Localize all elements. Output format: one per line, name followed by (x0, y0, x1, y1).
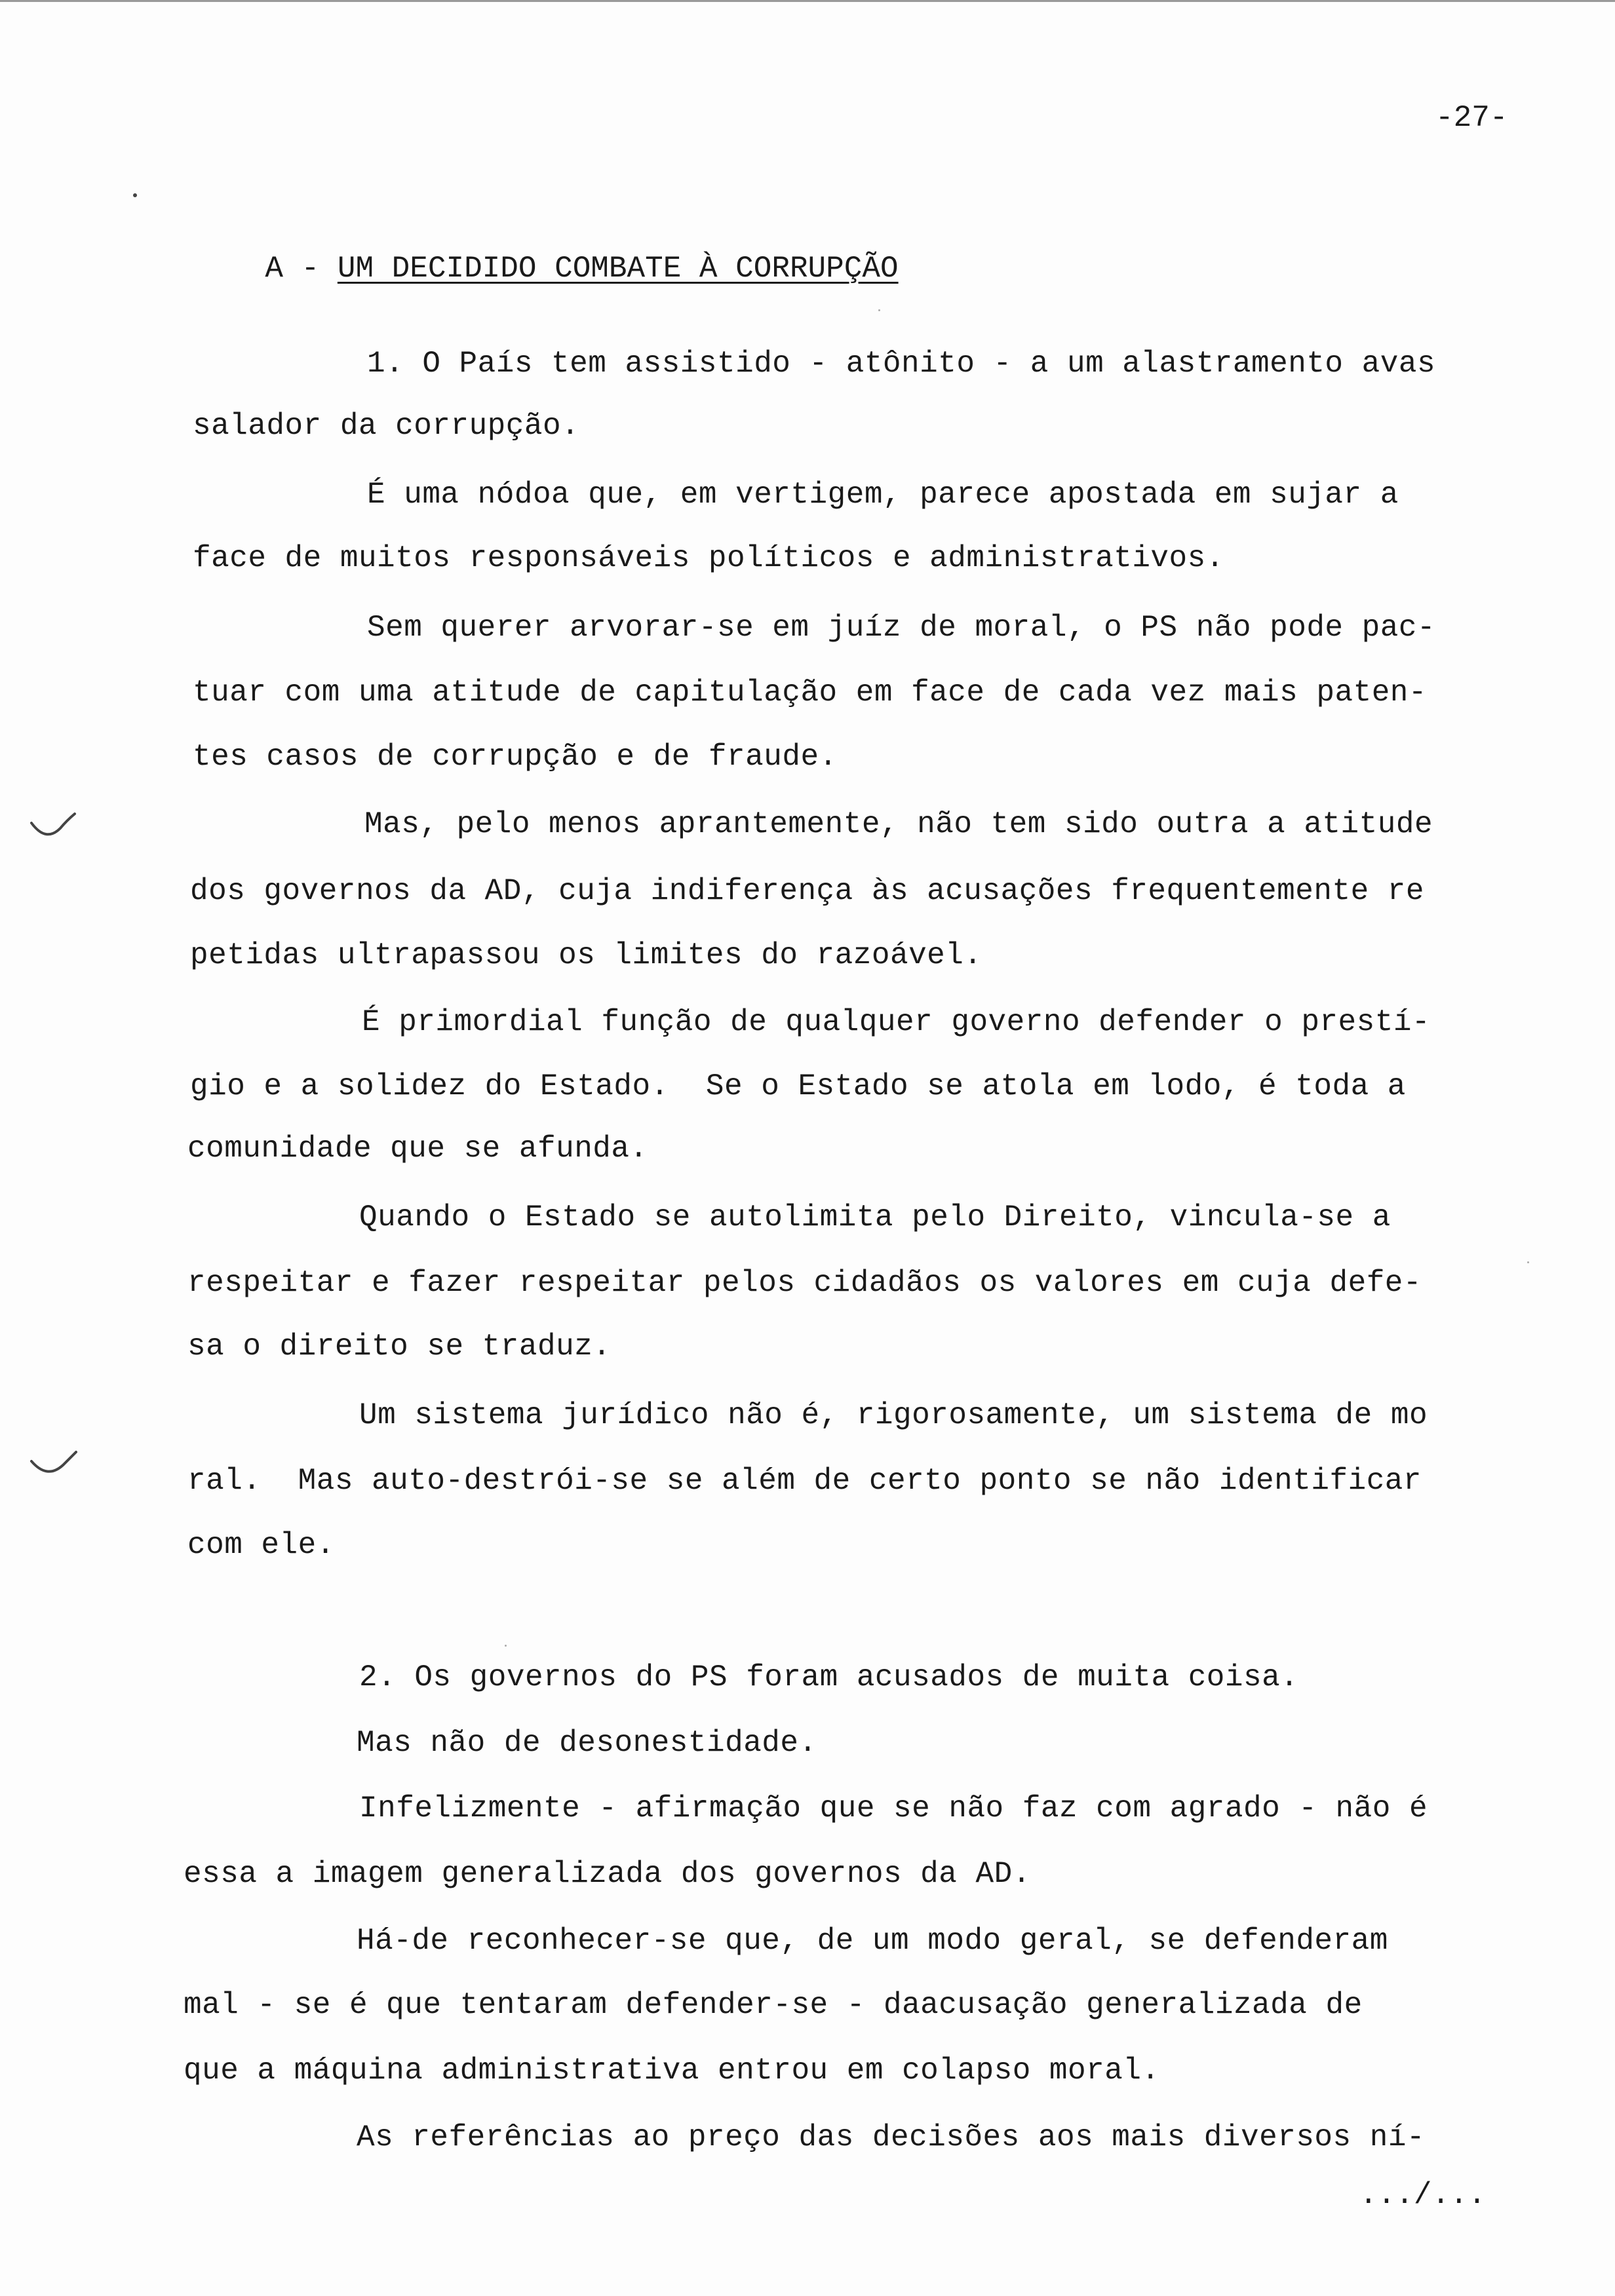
paragraph-line: tuar com uma atitude de capitulação em face de cada vez mais paten- (193, 676, 1428, 710)
scan-speck (1527, 1261, 1529, 1263)
paragraph-line: Um sistema jurídico não é, rigorosamente, um sistema de mo (359, 1398, 1428, 1432)
paragraph-line: 1. O País tem assistido - atônito - a um alastramento avas (367, 347, 1436, 381)
paragraph-line: respeitar e fazer respeitar pelos cidadãos os valores em cuja defe- (187, 1266, 1422, 1300)
heading-prefix: A - (265, 252, 338, 286)
paragraph-line: petidas ultrapassou os limites do razoável. (190, 938, 983, 972)
paragraph-line: dos governos da AD, cuja indiferença às acusações frequentemente re (190, 874, 1425, 908)
paragraph-line: gio e a solidez do Estado. Se o Estado se atola em lodo, é toda a (190, 1069, 1406, 1103)
paragraph-line: Infelizmente - afirmação que se não faz com agrado - não é (359, 1791, 1428, 1826)
margin-check-mark-icon (26, 1447, 85, 1486)
paragraph-line: tes casos de corrupção e de fraude. (193, 740, 838, 774)
paragraph-line: sa o direito se traduz. (187, 1330, 612, 1364)
margin-check-mark-icon (26, 811, 85, 851)
paragraph-line: É primordial função de qualquer governo defender o prestí- (362, 1005, 1431, 1039)
paragraph-line: essa a imagem generalizada dos governos da AD. (184, 1857, 1031, 1891)
paragraph-line: com ele. (187, 1528, 335, 1562)
continuation-mark: .../... (1359, 2178, 1487, 2212)
scan-speck (878, 309, 880, 311)
paragraph-line: ral. Mas auto-destrói-se se além de certo ponto se não identificar (187, 1464, 1422, 1498)
heading-title: UM DECIDIDO COMBATE À CORRUPÇÃO (337, 252, 899, 286)
paragraph-line: As referências ao preço das decisões aos mais diversos ní- (357, 2120, 1426, 2154)
section-heading (193, 210, 899, 328)
paragraph-line: Há-de reconhecer-se que, de um modo geral, se defenderam (357, 1924, 1388, 1958)
paragraph-line: Mas, pelo menos aprantemente, não tem sido outra a atitude (364, 807, 1433, 841)
page-number: -27- (1435, 101, 1508, 135)
paragraph-line: É uma nódoa que, em vertigem, parece apostada em sujar a (367, 478, 1399, 512)
paragraph-line: Mas não de desonestidade. (357, 1726, 817, 1760)
paragraph-line: 2. Os governos do PS foram acusados de muita coisa. (359, 1660, 1299, 1694)
paragraph-line: Quando o Estado se autolimita pelo Direito, vincula-se a (359, 1200, 1391, 1234)
top-edge-rule (0, 0, 1615, 2)
paragraph-line: que a máquina administrativa entrou em colapso moral. (184, 2054, 1160, 2088)
paragraph-line: salador da corrupção. (193, 409, 580, 443)
paragraph-line: Sem querer arvorar-se em juíz de moral, o PS não pode pac- (367, 611, 1436, 645)
scan-speck (505, 1645, 507, 1647)
paragraph-line: mal - se é que tentaram defender-se - daacusação generalizada de (184, 1988, 1363, 2022)
paragraph-line: face de muitos responsáveis políticos e administrativos. (193, 541, 1224, 575)
margin-dot (133, 193, 137, 197)
paragraph-line: comunidade que se afunda. (187, 1132, 648, 1166)
